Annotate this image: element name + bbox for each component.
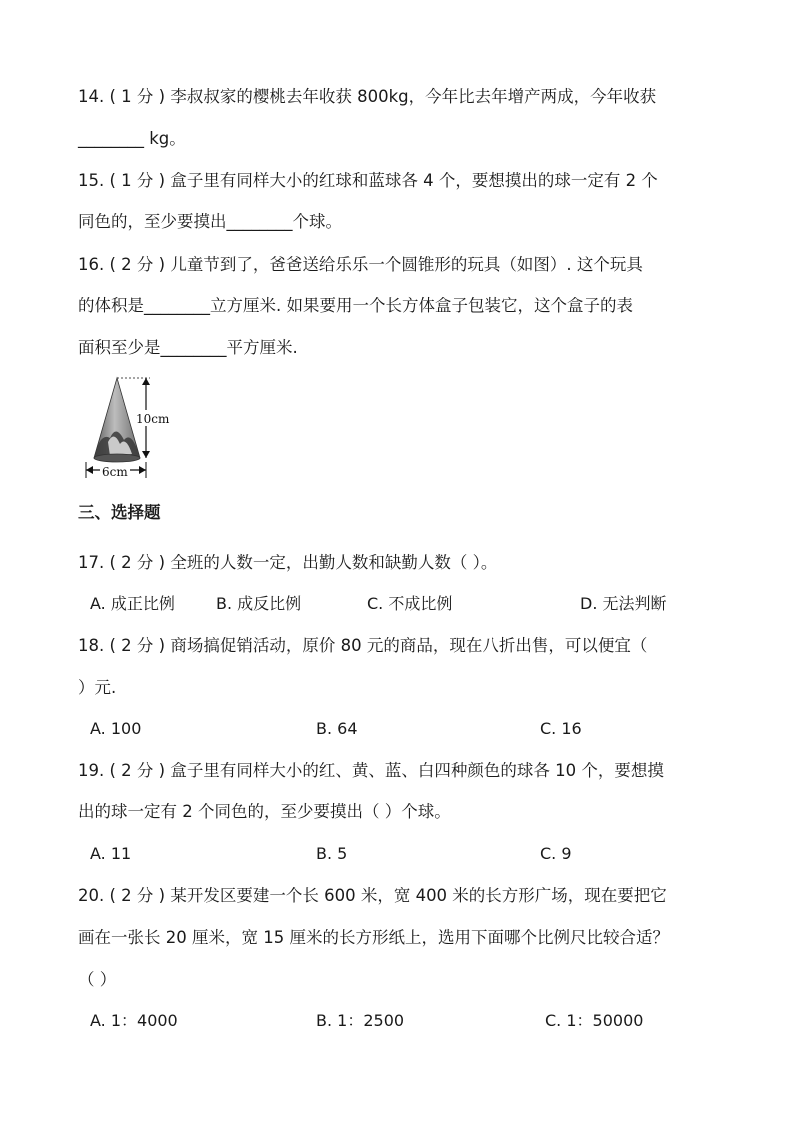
cone-figure [80,372,176,484]
q19-option-a[interactable]: A. 11 [90,844,132,863]
q15-line1: 15. ( 1 分 ) 盒子里有同样大小的红球和蓝球各 4 个，要想摸出的球一定有 2 个 [78,171,658,190]
q19-line2: 出的球一定有 2 个同色的，至少要摸出（ ）个球。 [78,802,451,821]
q20-line3: （ ） [78,970,117,989]
diameter-label: 6cm [102,465,128,479]
q16-line1: 16. ( 2 分 ) 儿童节到了，爸爸送给乐乐一个圆锥形的玩具（如图）. 这个玩具 [78,255,643,274]
section-title: 三、选择题 [78,503,161,522]
cone-shape [94,378,140,462]
q20-option-b[interactable]: B. 1：2500 [316,1011,405,1030]
height-label: 10cm [136,412,170,426]
q19-option-b[interactable]: B. 5 [316,844,348,863]
q18-option-c[interactable]: C. 16 [540,719,582,738]
q20-option-a[interactable]: A. 1：4000 [90,1011,178,1030]
q20-line2: 画在一张长 20 厘米，宽 15 厘米的长方形纸上，选用下面哪个比例尺比较合适？ [78,928,669,947]
q18-line1: 18. ( 2 分 ) 商场搞促销活动，原价 80 元的商品，现在八折出售，可以便宜（ [78,636,648,655]
q20-line1: 20. ( 2 分 ) 某开发区要建一个长 600 米，宽 400 米的长方形广场，现在要把它 [78,886,667,905]
q18-option-a[interactable]: A. 100 [90,719,142,738]
q16-line2: 的体积是________立方厘米. 如果要用一个长方体盒子包装它，这个盒子的表 [78,296,633,315]
q18-option-b[interactable]: B. 64 [316,719,358,738]
q15-line2: 同色的，至少要摸出________个球。 [78,212,342,231]
q17-option-d[interactable]: D. 无法判断 [580,594,667,613]
q17-option-a[interactable]: A. 成正比例 [90,594,175,613]
q17-line1: 17. ( 2 分 ) 全班的人数一定，出勤人数和缺勤人数（ ）。 [78,553,498,572]
q14-line2: ________ kg。 [78,129,186,148]
q16-line3: 面积至少是________平方厘米. [78,338,298,357]
q17-option-c[interactable]: C. 不成比例 [367,594,453,613]
q18-line2: ）元. [78,678,117,697]
q19-option-c[interactable]: C. 9 [540,844,572,863]
q19-line1: 19. ( 2 分 ) 盒子里有同样大小的红、黄、蓝、白四种颜色的球各 10 个，要想摸 [78,761,664,780]
q20-option-c[interactable]: C. 1：50000 [545,1011,644,1030]
q17-option-b[interactable]: B. 成反比例 [216,594,302,613]
q14-line1: 14. ( 1 分 ) 李叔叔家的樱桃去年收获 800kg，今年比去年增产两成，今年收获 [78,87,657,106]
